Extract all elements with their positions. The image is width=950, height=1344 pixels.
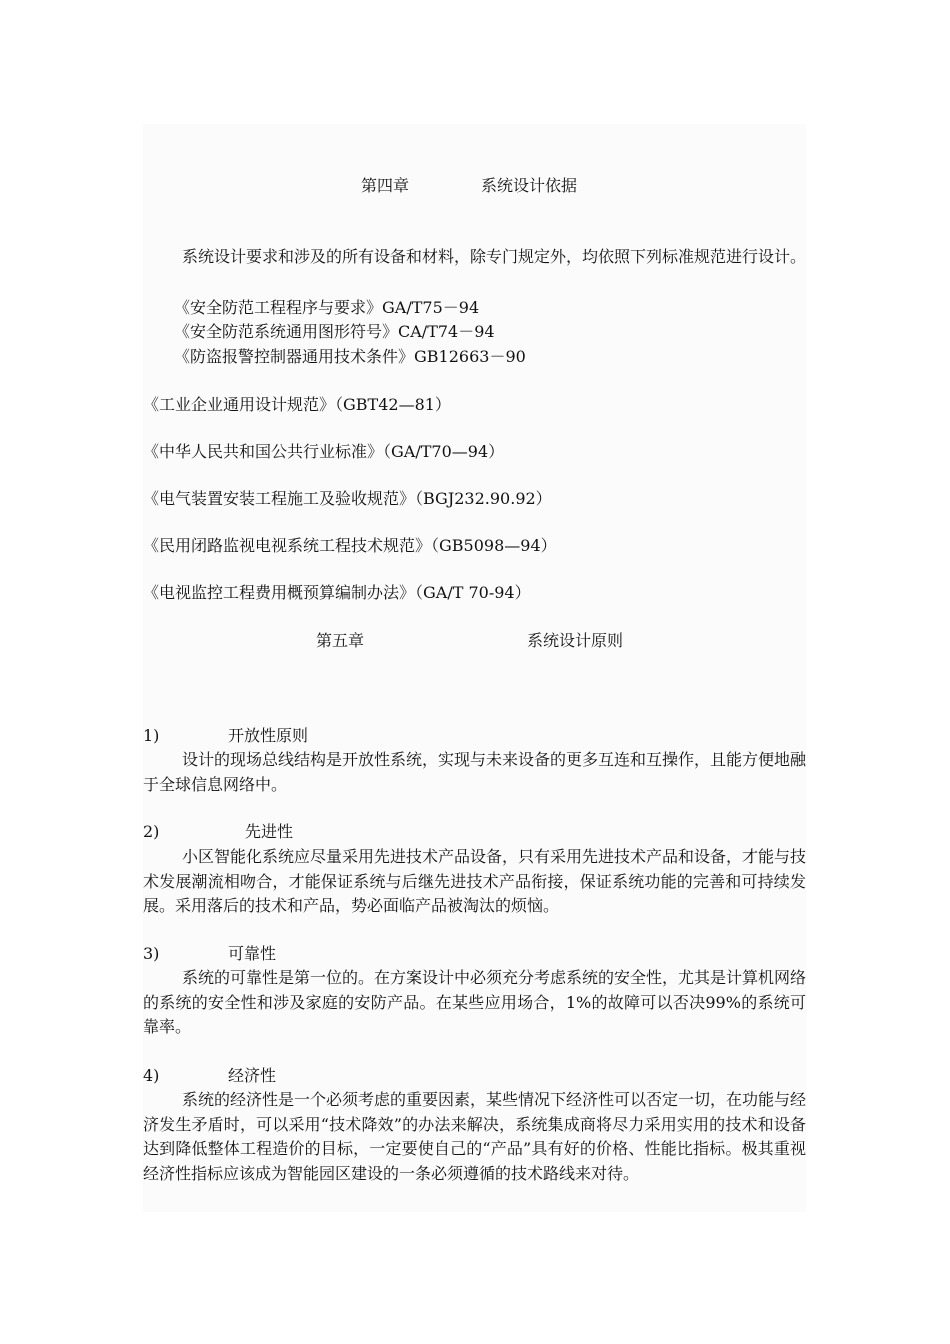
section-title: 开放性原则 [228,726,309,745]
chapter5-number: 第五章 [316,631,365,650]
section-body: 系统的可靠性是第一位的。在方案设计中必须充分考虑系统的安全性，尤其是计算机网络的系统的安全性和涉及家庭的安防产品。在某些应用场合，1%的故障可以否决99%的系统可靠率。 [143,968,807,1036]
standard-item: 《防盗报警控制器通用技术条件》GB12663－90 [174,347,526,366]
section-number: 3) [143,944,160,963]
chapter4-number: 第四章 [361,176,410,195]
document-page [143,124,806,1212]
section-number: 2) [143,822,160,841]
chapter5-title: 系统设计原则 [527,631,624,650]
section-number: 1) [143,726,160,745]
standard-item: 《中华人民共和国公共行业标准》（GA/T70—94） [143,442,505,461]
section-title: 经济性 [228,1066,277,1085]
standard-item: 《民用闭路监视电视系统工程技术规范》（GB5098—94） [143,536,557,555]
section-body: 系统的经济性是一个必须考虑的重要因素，某些情况下经济性可以否定一切，在功能与经济发生矛盾时，可以采用“技术降效”的办法来解决，系统集成商将尽力采用实用的技术和设备达到降低整体工程造价的目标，一定要使自己的“产品”具有好的价格、性能比指标。极其重视经济性指标应该成为智能园区建设的一条必须遵循的技术路线来对待。 [143,1090,807,1183]
standard-item: 《工业企业通用设计规范》（GBT42—81） [143,395,451,414]
section-body: 设计的现场总线结构是开放性系统，实现与未来设备的更多互连和互操作，且能方便地融于全球信息网络中。 [143,750,807,794]
chapter4-intro: 系统设计要求和涉及的所有设备和材料，除专门规定外，均依照下列标准规范进行设计。 [182,247,807,266]
section-number: 4) [143,1066,160,1085]
chapter4-title: 系统设计依据 [481,176,578,195]
standard-item: 《电气装置安装工程施工及验收规范》（BGJ232.90.92） [143,489,552,508]
standard-item: 《电视监控工程费用概预算编制办法》（GA/T 70-94） [143,583,531,602]
section-body: 小区智能化系统应尽量采用先进技术产品设备，只有采用先进技术产品和设备，才能与技术发展潮流相吻合，才能保证系统与后继先进技术产品衔接，保证系统功能的完善和可持续发展。采用落后的技术和产品，势必面临产品被淘汰的烦恼。 [143,847,807,915]
section-title: 可靠性 [228,944,277,963]
section-title: 先进性 [245,822,294,841]
standard-item: 《安全防范系统通用图形符号》CA/T74－94 [174,322,495,341]
standard-item: 《安全防范工程程序与要求》GA/T75－94 [174,298,480,317]
